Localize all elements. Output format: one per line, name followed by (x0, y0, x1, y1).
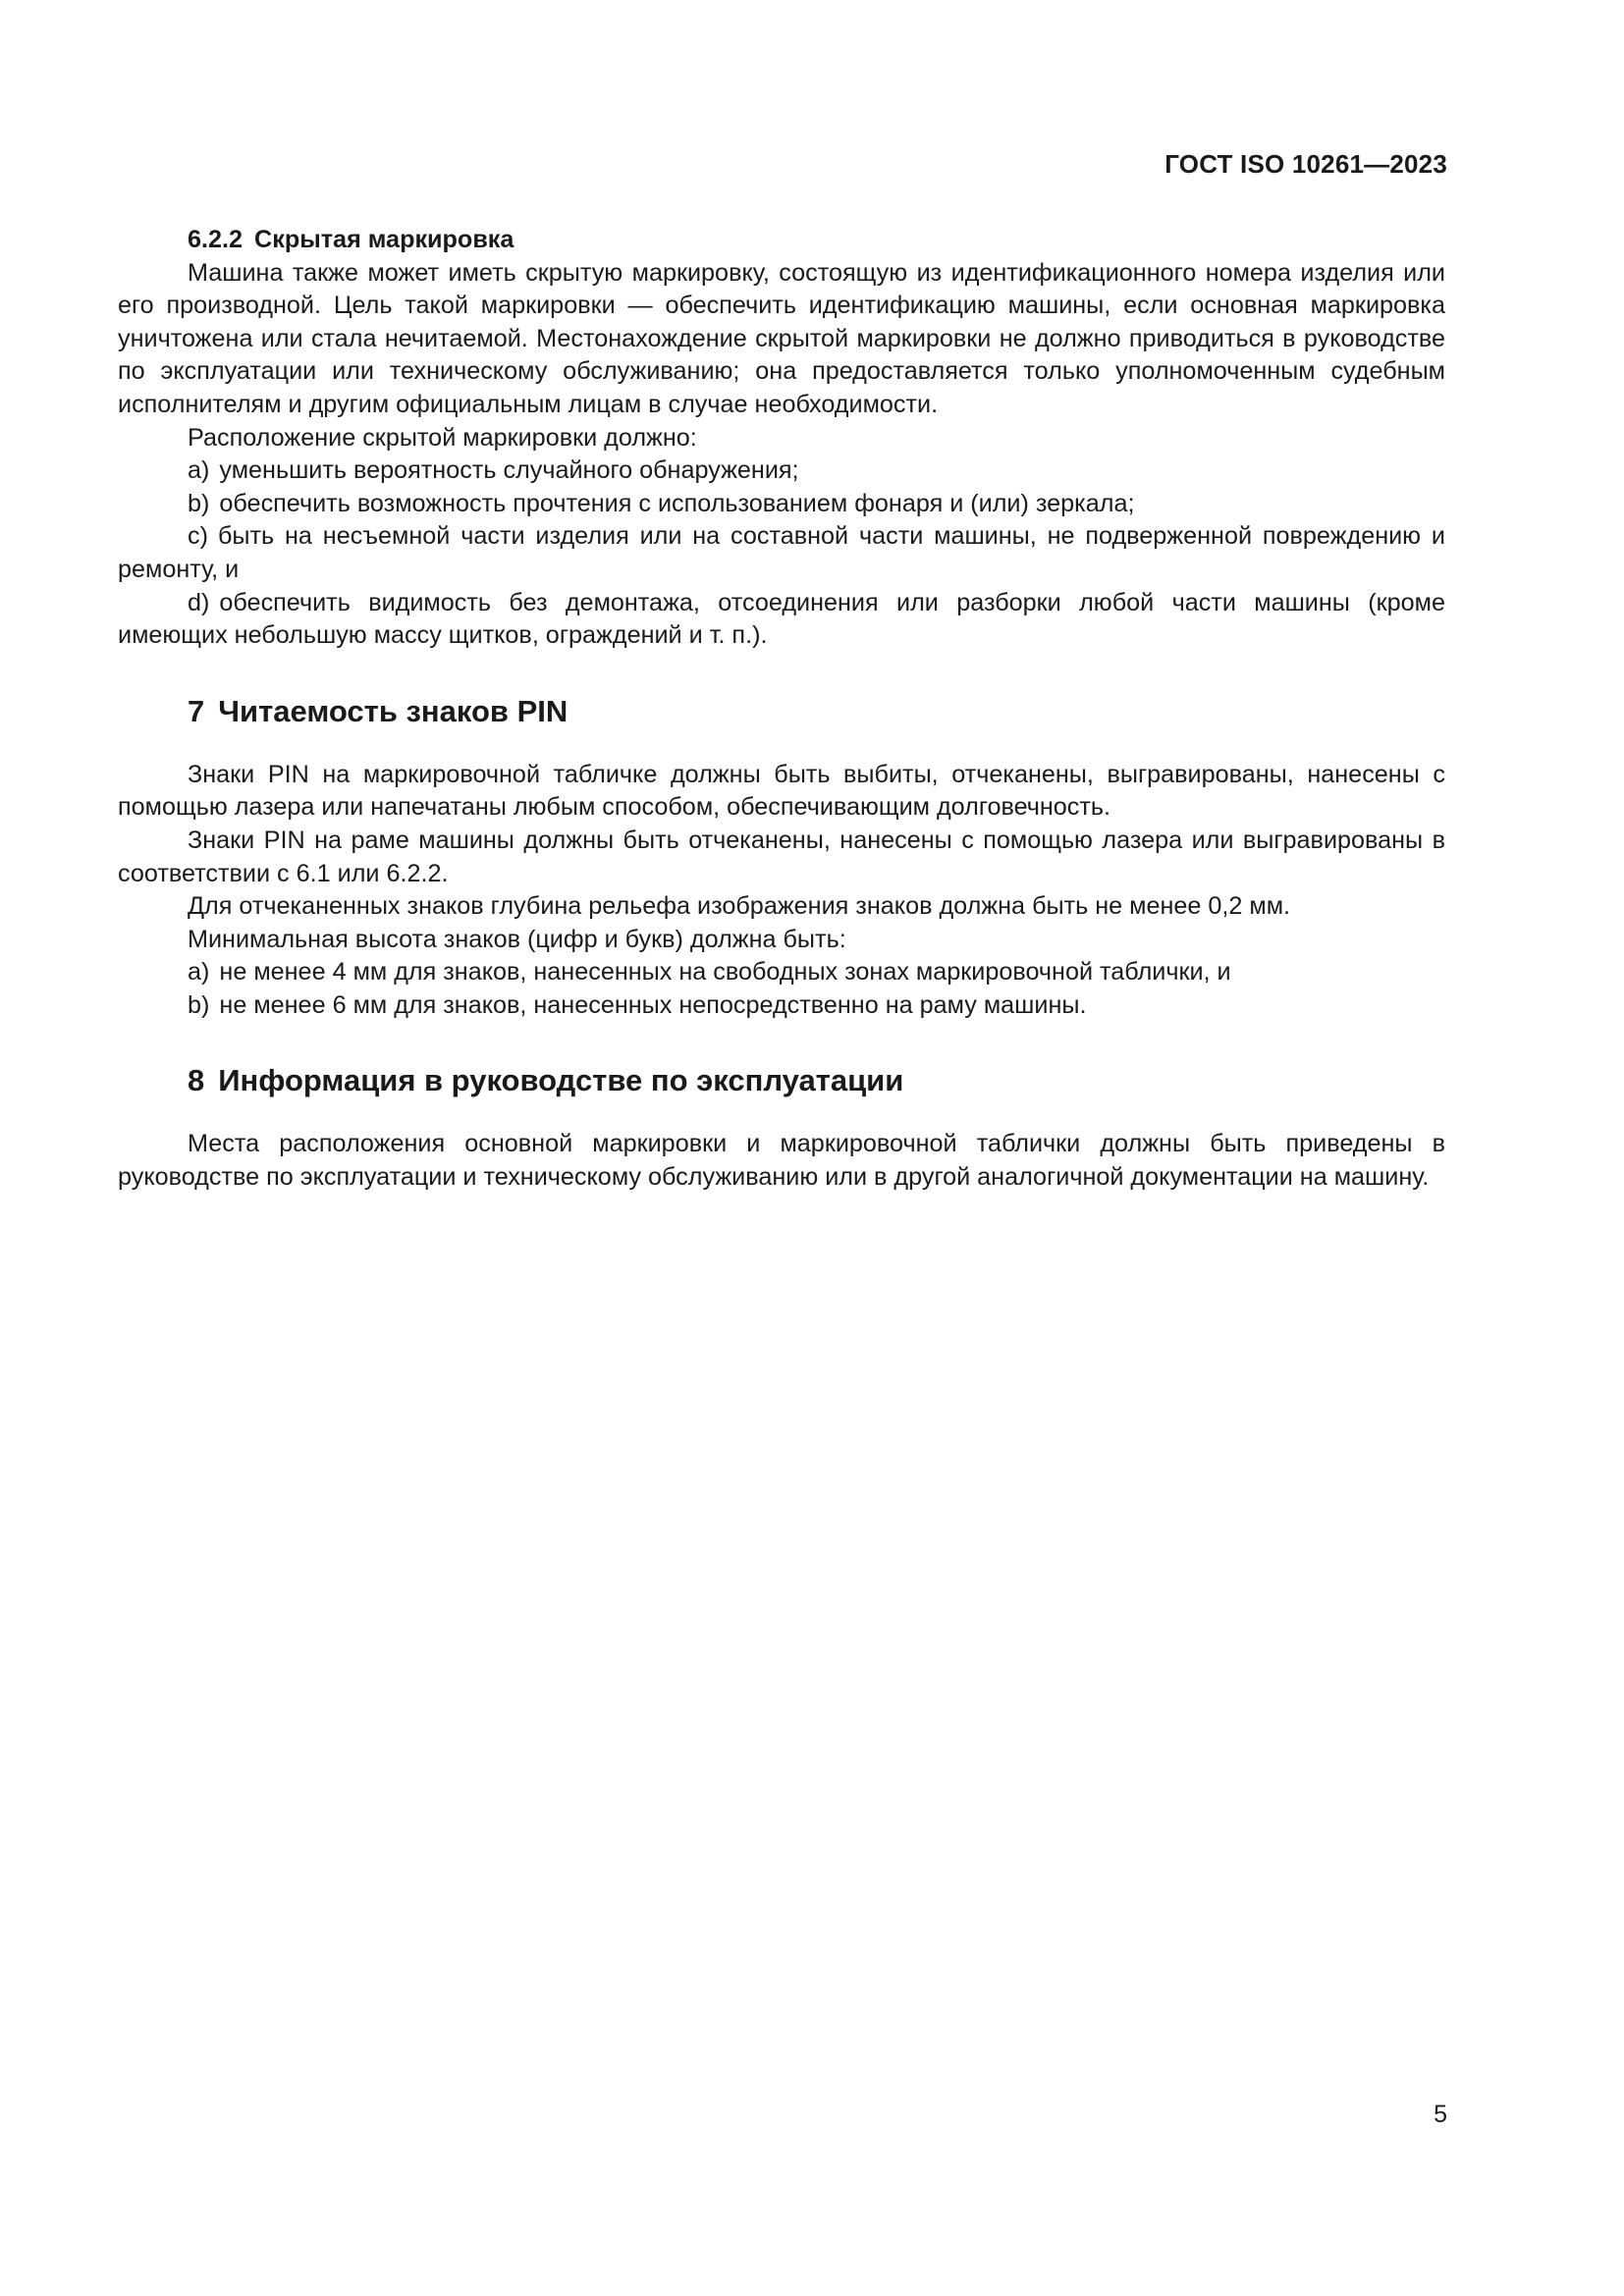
list-item (118, 454, 1445, 488)
section-heading-7 (188, 692, 1445, 731)
list-item (118, 587, 1445, 653)
page-number: 5 (1434, 2101, 1447, 2128)
list-marker: c) (188, 522, 208, 551)
paragraph: Машина также может иметь скрытую маркировку, состоящую из идентификационного номера изделия или его производной. Цель такой маркировки — обеспечить идентификацию машины, если основная маркировка уничтожена или стала нечитаемой. Местонахождение скрытой маркировки не должно приводиться в руководстве по эксплуатации или техническому обслуживанию; она предоставляется только уполномоченным судебным исполнителям и другим официальным лицам в случае необходимости. (118, 258, 1445, 418)
list-item-text: не менее 4 мм для знаков, нанесенных на свободных зонах маркировочной таблички, и (219, 958, 1231, 987)
list-item (118, 956, 1445, 989)
list-item (118, 488, 1445, 521)
paragraph: Расположение скрытой маркировки должно: (188, 423, 697, 452)
paragraph: Для отчеканенных знаков глубина рельефа изображения знаков должна быть не менее 0,2 мм. (188, 892, 1291, 921)
paragraph: Знаки PIN на раме машины должны быть отчеканены, нанесены с помощью лазера или выгравированы в соответствии с 6.1 или 6.2.2. (118, 826, 1445, 887)
document-body (118, 224, 1445, 1195)
list-marker: a) (188, 958, 210, 987)
list-item-text: не менее 6 мм для знаков, нанесенных непосредственно на раму машины. (219, 990, 1087, 1019)
section-title: Информация в руководстве по эксплуатации (218, 1063, 904, 1098)
paragraph: Минимальная высота знаков (цифр и букв) должна быть: (188, 925, 846, 953)
paragraph: Места расположения основной маркировки и маркировочной таблички должны быть приведены в руководстве по эксплуатации и техническому обслуживанию или в другой аналогичной документации на машину. (118, 1130, 1445, 1192)
list-marker: d) (188, 588, 210, 616)
section-number: 7 (188, 693, 205, 728)
section-heading-8 (188, 1061, 1445, 1100)
list-item-text: обеспечить видимость без демонтажа, отсоединения или разборки любой части машины (кроме имеющих небольшую массу щитков, ограждений и т. п.). (118, 588, 1445, 650)
section-title: Читаемость знаков PIN (218, 693, 568, 728)
subsection-number: 6.2.2 (188, 226, 244, 253)
section-number: 8 (188, 1063, 205, 1098)
list-item-text: уменьшить вероятность случайного обнаружения; (219, 456, 799, 485)
list-item (118, 989, 1445, 1023)
subsection-heading-6-2-2 (188, 224, 1445, 257)
list-marker: a) (188, 456, 210, 485)
list-marker: b) (188, 990, 210, 1019)
list-marker: b) (188, 489, 210, 517)
list-item-text: быть на несъемной части изделия или на составной части машины, не подверженной повреждению и ремонту, и (118, 522, 1445, 583)
document-header: ГОСТ ISO 10261—2023 (1164, 149, 1447, 179)
subsection-title: Скрытая маркировка (254, 226, 514, 253)
list-item-text: обеспечить возможность прочтения с использованием фонаря и (или) зеркала; (219, 489, 1135, 517)
paragraph: Знаки PIN на маркировочной табличке должны быть выбиты, отчеканены, выгравированы, нанесены с помощью лазера или напечатаны любым способом, обеспечивающим долговечность. (118, 760, 1445, 822)
list-item (118, 520, 1445, 586)
